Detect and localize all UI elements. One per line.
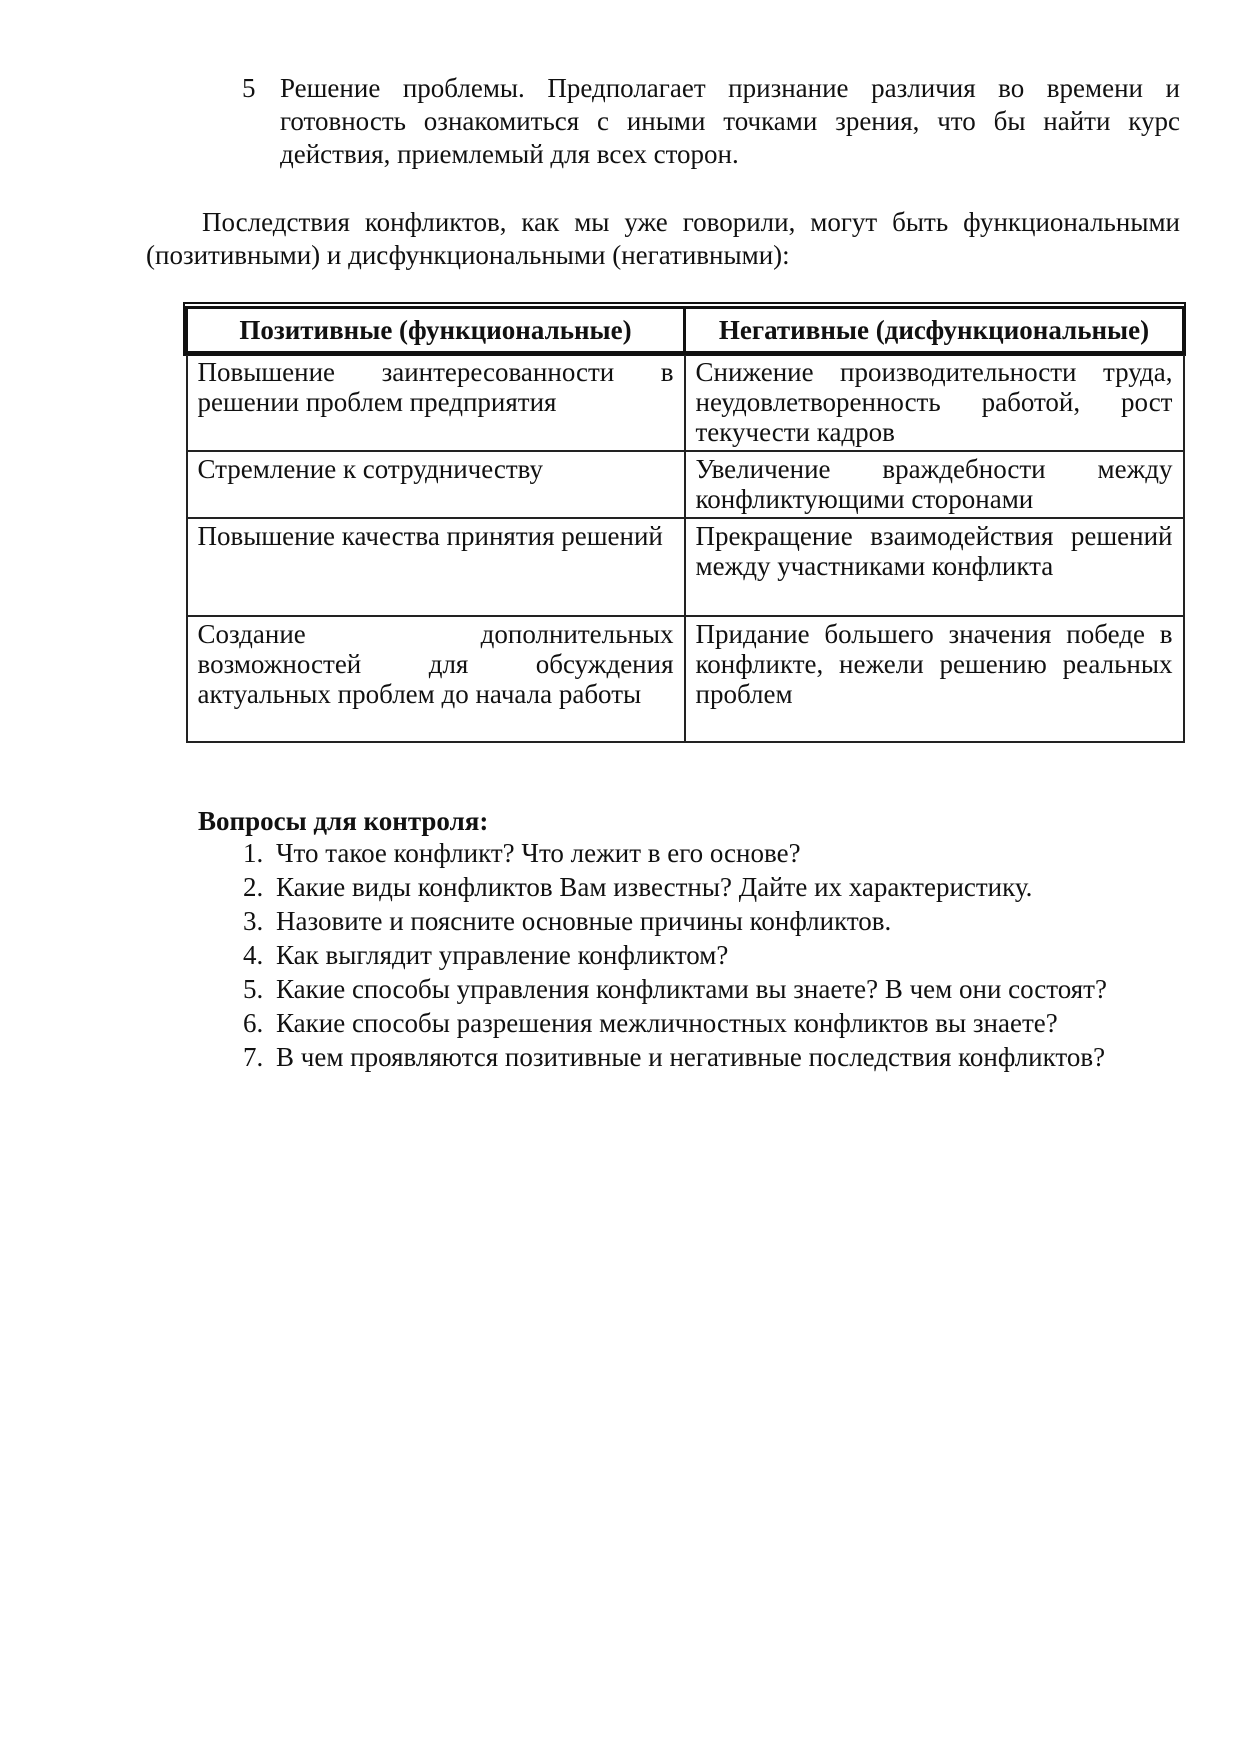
table-row — [187, 451, 1184, 518]
header-negative: Негативные (дисфункциональные) — [685, 308, 1184, 354]
header-positive: Позитивные (функциональные) — [187, 308, 685, 354]
question-item: 3. Назовите и поясните основные причины конфликтов. — [270, 906, 1212, 936]
table-cell-positive: Создание дополнительных возможностей для обсуждения актуальных проблем до начала работы — [187, 616, 685, 742]
table-cell-positive: Повышение заинтересованности в решении проблем предприятия — [187, 353, 685, 451]
table-cell-negative: Увеличение враждебности между конфликтующими сторонами — [685, 451, 1184, 518]
table-cell-positive: Стремление к сотрудничеству — [187, 451, 685, 518]
table-cell-negative: Прекращение взаимодействия решений между участниками конфликта — [685, 518, 1184, 616]
table-row — [187, 518, 1184, 616]
question-item: 2. Какие виды конфликтов Вам известны? Дайте их характеристику. — [270, 872, 1212, 902]
table-cell-positive: Повышение качества принятия решений — [187, 518, 685, 616]
question-item: 7. В чем проявляются позитивные и негативные последствия конфликтов? — [270, 1042, 1212, 1072]
table-cell-negative: Придание большего значения победе в конфликте, нежели решению реальных проблем — [685, 616, 1184, 742]
table-header-row — [187, 308, 1184, 354]
question-item: 4. Как выглядит управление конфликтом? — [270, 940, 1212, 970]
question-item: 1. Что такое конфликт? Что лежит в его основе? — [270, 838, 1212, 868]
intro-paragraph: Последствия конфликтов, как мы уже говорили, могут быть функциональными (позитивными) и дисфункциональными (негативными): — [146, 207, 1180, 270]
list-item-5 — [242, 72, 1180, 171]
list-item-number: 5 — [242, 73, 256, 103]
list-item-text: Решение проблемы. Предполагает признание различия во времени и готовность ознакомиться с иными точками зрения, что бы найти курс действия, приемлемый для всех сторон. — [280, 73, 1180, 169]
question-item: 5. Какие способы управления конфликтами вы знаете? В чем они состоят? — [270, 974, 1212, 1004]
question-item: 6. Какие способы разрешения межличностных конфликтов вы знаете? — [270, 1008, 1212, 1038]
consequences-table — [185, 306, 1185, 743]
questions-list — [230, 838, 1212, 1076]
questions-title: Вопросы для контроля: — [198, 806, 489, 836]
table-cell-negative: Снижение производительности труда, неудовлетворенность работой, рост текучести кадров — [685, 353, 1184, 451]
table-row — [187, 353, 1184, 451]
table-row — [187, 616, 1184, 742]
